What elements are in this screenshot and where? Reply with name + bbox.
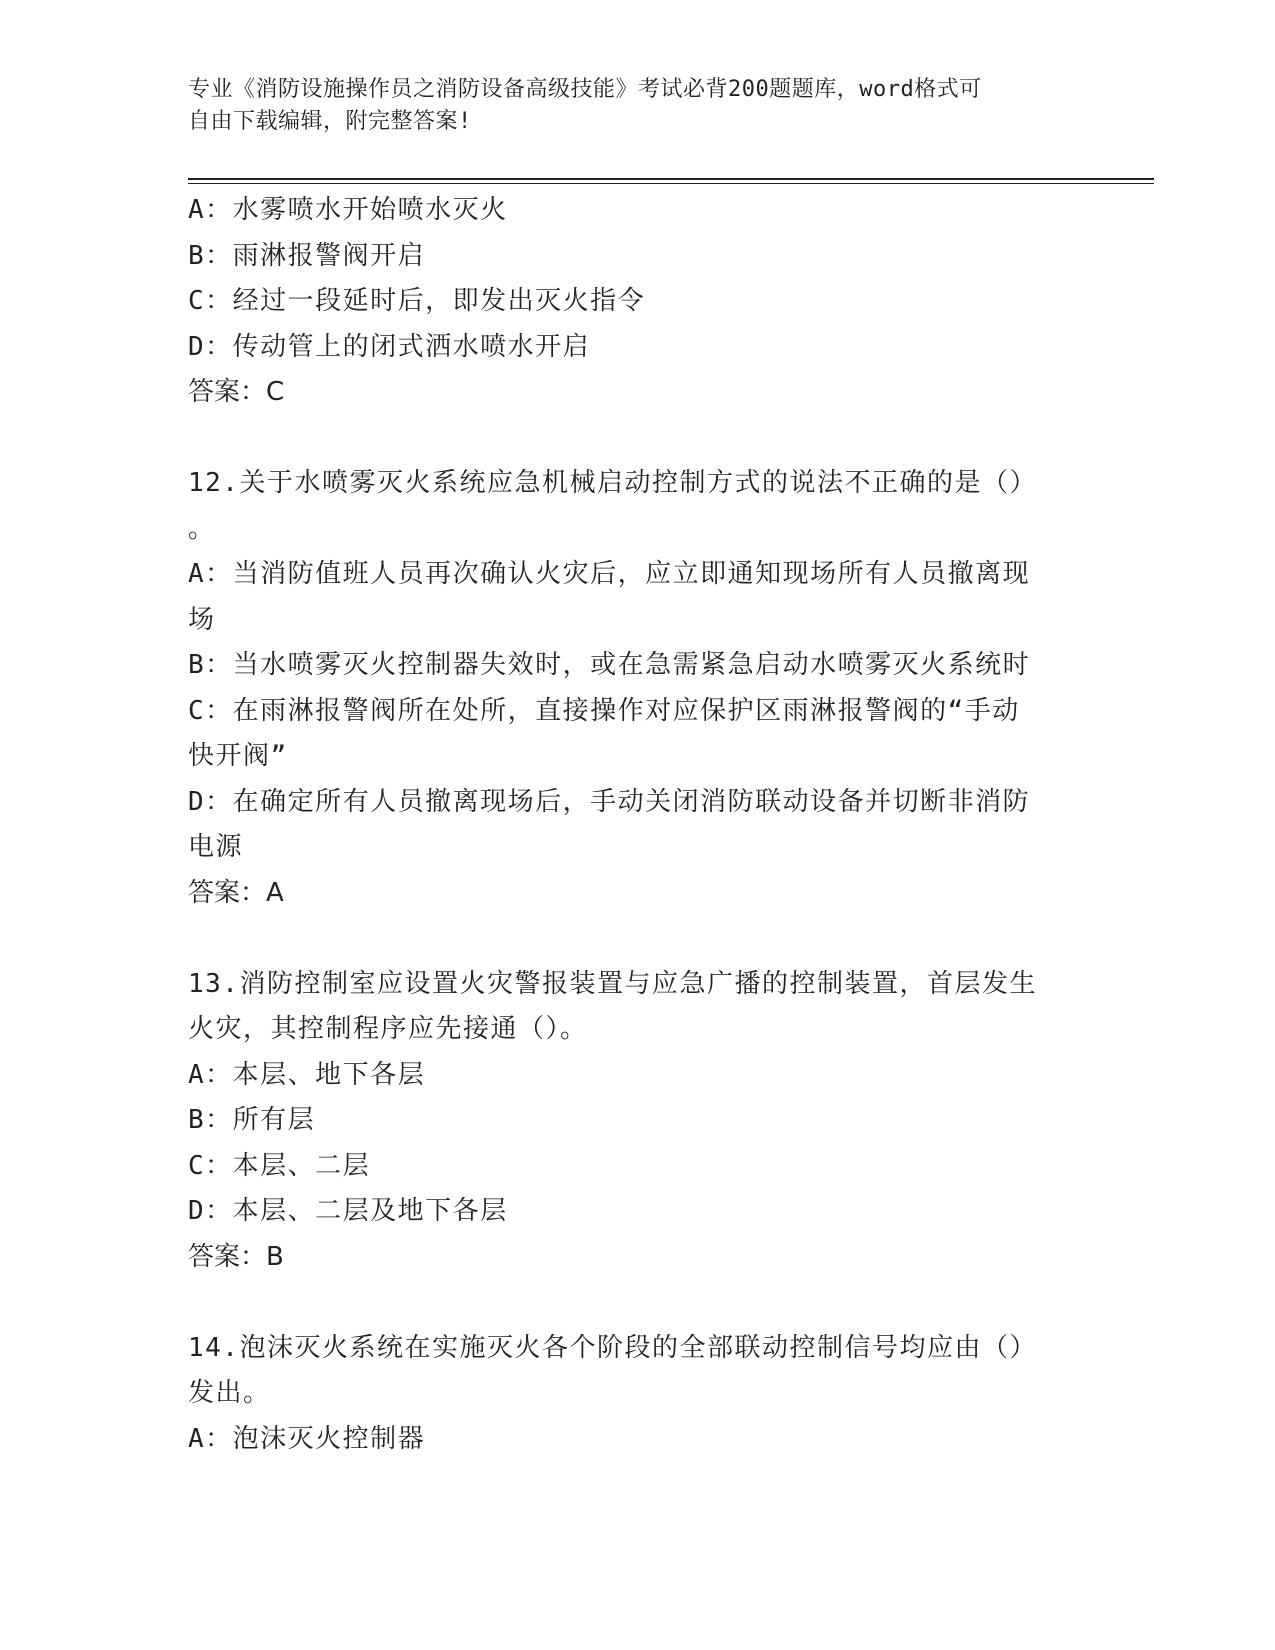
- document-header: [188, 74, 1068, 138]
- option-d: D：传动管上的闭式洒水喷水开启: [188, 331, 591, 362]
- option-d: D：本层、二层及地下各层: [188, 1196, 508, 1226]
- question-spacer: [188, 916, 1088, 962]
- question-stem: 13.消防控制室应设置火灾警报装置与应急广播的控制装置，首层发生: [188, 968, 1037, 999]
- question-stem: 12.关于水喷雾灭火系统应急机械启动控制方式的说法不正确的是（）: [188, 468, 1037, 498]
- option-a: A：当消防值班人员再次确认火灾后，应立即通知现场所有人员撤离现: [188, 559, 1031, 589]
- option-a: A：本层、地下各层: [188, 1059, 426, 1090]
- question-stem: 14.泡沫灭火系统在实施灭火各个阶段的全部联动控制信号均应由（）: [188, 1332, 1037, 1363]
- option-a: A：水雾喷水开始喷水灭火: [188, 195, 508, 225]
- header-line-2: 自由下载编辑，附完整答案!: [188, 109, 472, 134]
- option-b: B：雨淋报警阀开启: [188, 240, 426, 271]
- option-c-continuation: 快开阀”: [188, 741, 288, 771]
- question-stem-continuation: 火灾，其控制程序应先接通（）。: [188, 1014, 588, 1044]
- option-c: C：本层、二层: [188, 1150, 371, 1181]
- question-stem-continuation: 发出。: [188, 1378, 271, 1408]
- answer-line: 答案：A: [188, 877, 284, 908]
- option-b: B：当水喷雾灭火控制器失效时，或在急需紧急启动水喷雾灭火系统时: [188, 650, 1031, 680]
- header-divider-thick: [188, 178, 1154, 180]
- option-a-continuation: 场: [188, 604, 216, 635]
- answer-line: 答案：B: [188, 1241, 284, 1272]
- option-b: B：所有层: [188, 1105, 316, 1135]
- question-11: [188, 188, 1088, 416]
- header-line-1: 专业《消防设施操作员之消防设备高级技能》考试必背200题题库，word格式可: [188, 77, 982, 102]
- question-spacer: [188, 416, 1088, 462]
- option-c: C：在雨淋报警阀所在处所，直接操作对应保护区雨淋报警阀的“手动: [188, 695, 1020, 726]
- question-spacer: [188, 1280, 1088, 1326]
- question-stem-continuation: 。: [188, 513, 216, 544]
- option-a: A：泡沫灭火控制器: [188, 1423, 426, 1454]
- question-13: [188, 962, 1088, 1281]
- option-c: C：经过一段延时后，即发出灭火指令: [188, 286, 646, 316]
- header-divider-thin: [188, 183, 1154, 184]
- option-d-continuation: 电源: [188, 832, 244, 862]
- question-14: [188, 1326, 1088, 1463]
- option-d: D：在确定所有人员撤离现场后，手动关闭消防联动设备并切断非消防: [188, 786, 1031, 817]
- question-list: [188, 188, 1088, 1462]
- answer-line: 答案：C: [188, 377, 285, 407]
- question-12: [188, 461, 1088, 916]
